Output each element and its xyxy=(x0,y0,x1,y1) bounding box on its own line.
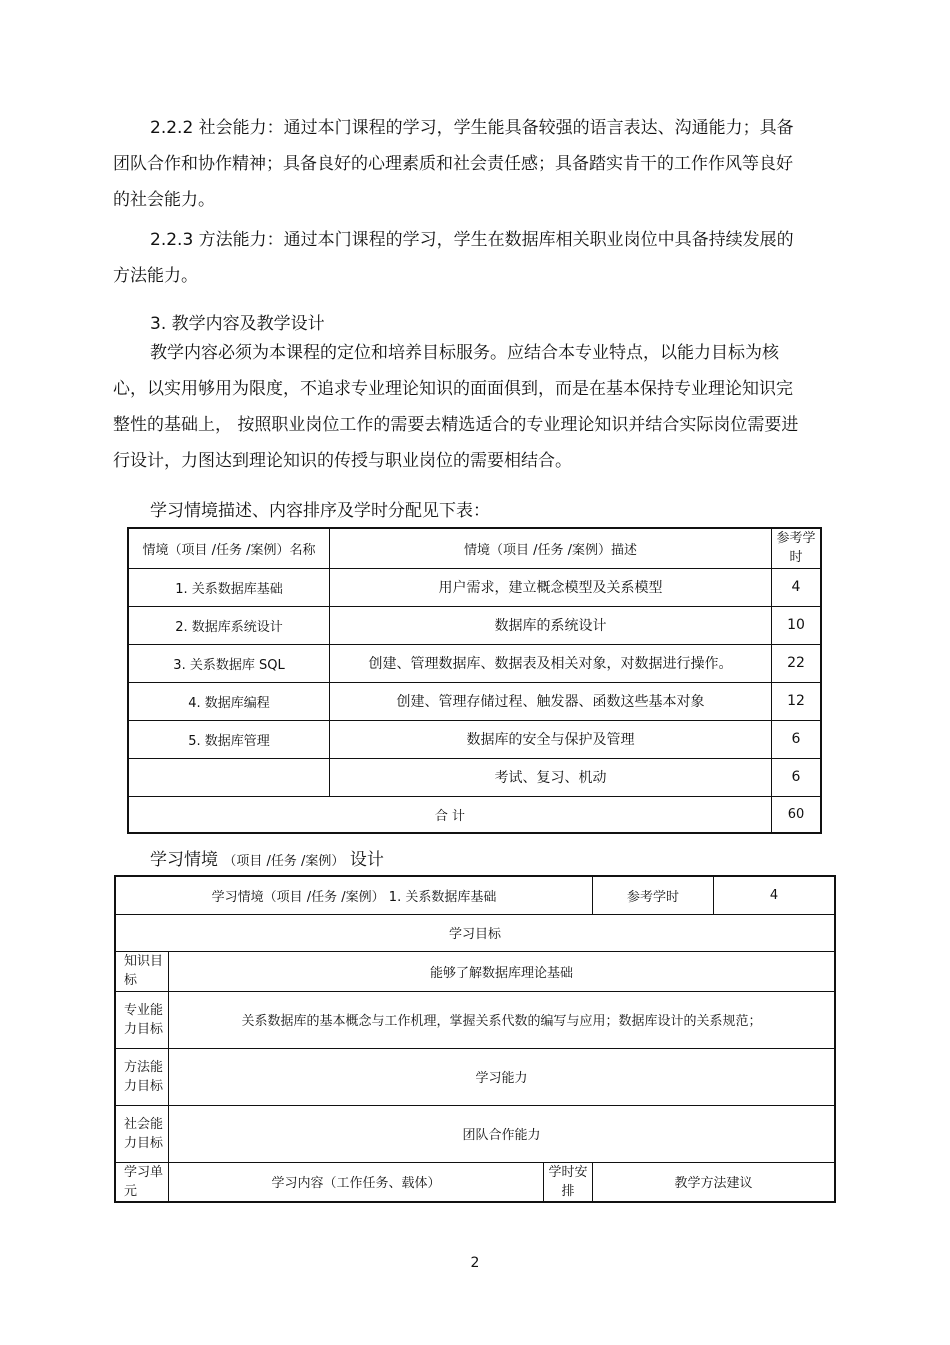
row-name: 1. 关系数据库基础 xyxy=(128,568,330,606)
header-desc: 情境（项目 /任务 /案例）描述 xyxy=(330,528,772,568)
row-name: 5. 数据库管理 xyxy=(128,720,330,758)
goal-text: 学习能力 xyxy=(169,1048,836,1105)
schedule-label: 学时安排 xyxy=(544,1162,593,1202)
table-row xyxy=(128,682,821,720)
table-row xyxy=(128,644,821,682)
ref-hours-label: 参考学时 xyxy=(593,876,714,914)
content-label: 学习内容（工作任务、载体） xyxy=(169,1162,544,1202)
paragraph-teaching-content: 教学内容必须为本课程的定位和培养目标服务。应结合本专业特点，以能力目标为核心，以实用够用为限度，不追求专业理论知识的面面俱到，而是在基本保持专业理论知识完整性的基础上， 按照职业岗位工作的需要去精选适合的专业理论知识并结合实际岗位需要进行设计，力图达到理论知识的传授与职业岗位的需要相结合。 xyxy=(113,343,799,471)
paragraph-method-ability: 2.2.3 方法能力：通过本门课程的学习，学生在数据库相关职业岗位中具备持续发展的方法能力。 xyxy=(113,230,794,286)
row-hours: 10 xyxy=(772,606,822,644)
table-row xyxy=(128,606,821,644)
goal-row xyxy=(115,951,835,991)
goal-label: 社会能力目标 xyxy=(115,1105,169,1162)
row-desc: 用户需求，建立概念模型及关系模型 xyxy=(330,568,772,606)
goals-header-row xyxy=(115,914,835,951)
row-hours: 6 xyxy=(772,758,822,796)
header-hours: 参考学时 xyxy=(772,528,822,568)
goal-text: 团队合作能力 xyxy=(169,1105,836,1162)
goal-row xyxy=(115,991,835,1048)
row-hours: 6 xyxy=(772,720,822,758)
table-row xyxy=(128,568,821,606)
goal-label: 知识目标 xyxy=(115,951,169,991)
total-hours: 60 xyxy=(772,796,822,833)
row-name: 3. 关系数据库 SQL xyxy=(128,644,330,682)
row-hours: 4 xyxy=(772,568,822,606)
table-total-row xyxy=(128,796,821,833)
design-title-row xyxy=(115,876,835,914)
goal-text: 能够了解数据库理论基础 xyxy=(169,951,836,991)
unit-label: 学习单元 xyxy=(115,1162,169,1202)
row-hours: 12 xyxy=(772,682,822,720)
ref-hours-value: 4 xyxy=(714,876,836,914)
table2-caption xyxy=(150,845,384,870)
row-name xyxy=(128,758,330,796)
goal-text: 关系数据库的基本概念与工作机理，掌握关系代数的编写与应用；数据库设计的关系规范； xyxy=(169,991,836,1048)
page-number: 2 xyxy=(470,1255,480,1271)
section-heading: 3. 教学内容及教学设计 xyxy=(150,314,325,334)
goal-row xyxy=(115,1105,835,1162)
design-title: 学习情境（项目 /任务 /案例） 1. 关系数据库基础 xyxy=(115,876,593,914)
row-name: 4. 数据库编程 xyxy=(128,682,330,720)
row-name: 2. 数据库系统设计 xyxy=(128,606,330,644)
total-label: 合 计 xyxy=(128,796,772,833)
row-hours: 22 xyxy=(772,644,822,682)
table-header-row xyxy=(128,528,821,568)
row-desc: 数据库的系统设计 xyxy=(330,606,772,644)
caption-main: 学习情境 xyxy=(150,850,218,870)
row-desc: 创建、管理存储过程、触发器、函数这些基本对象 xyxy=(330,682,772,720)
method-label: 教学方法建议 xyxy=(593,1162,836,1202)
goals-label: 学习目标 xyxy=(115,914,835,951)
learning-situation-table xyxy=(127,527,822,834)
row-desc: 创建、管理数据库、数据表及相关对象，对数据进行操作。 xyxy=(330,644,772,682)
table-row xyxy=(128,720,821,758)
goal-row xyxy=(115,1048,835,1105)
unit-header-row xyxy=(115,1162,835,1202)
row-desc: 考试、复习、机动 xyxy=(330,758,772,796)
goal-label: 专业能力目标 xyxy=(115,991,169,1048)
caption-tail: 设计 xyxy=(349,850,384,870)
row-desc: 数据库的安全与保护及管理 xyxy=(330,720,772,758)
situation-design-table xyxy=(114,875,836,1203)
paragraph-social-ability: 2.2.2 社会能力：通过本门课程的学习，学生能具备较强的语言表达、沟通能力；具备团队合作和协作精神；具备良好的心理素质和社会责任感；具备踏实肯干的工作作风等良好的社会能力。 xyxy=(113,118,794,210)
header-name: 情境（项目 /任务 /案例）名称 xyxy=(128,528,330,568)
table-row xyxy=(128,758,821,796)
goal-label: 方法能力目标 xyxy=(115,1048,169,1105)
caption-small: （项目 /任务 /案例） xyxy=(223,854,345,869)
table1-caption: 学习情境描述、内容排序及学时分配见下表： xyxy=(150,501,490,521)
